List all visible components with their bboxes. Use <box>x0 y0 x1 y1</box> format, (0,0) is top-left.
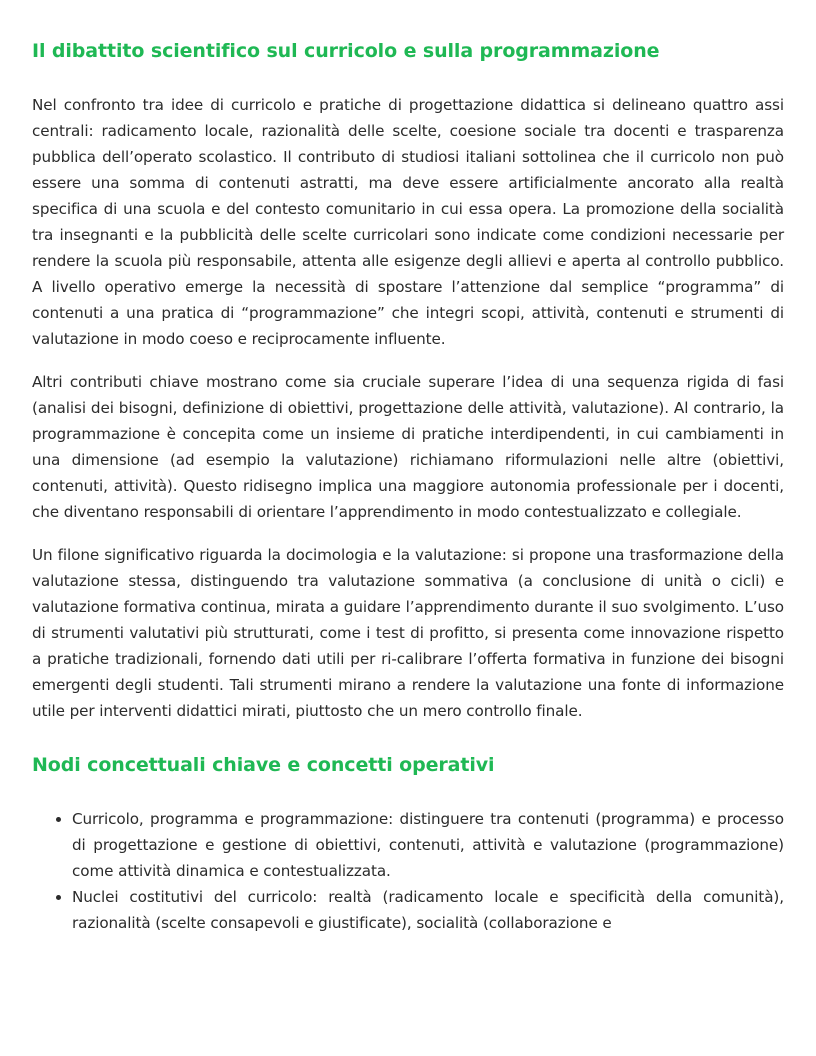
paragraph: Altri contributi chiave mostrano come sia cruciale superare l’idea di una sequenza rigida di fasi (analisi dei bisogni, definizione di obiettivi, progettazione delle attività, valutazione). Al contrario, la programmazione è concepita come un insieme di pratiche interdipendenti, in cui cambiamenti in una dimensione (ad esempio la valutazione) richiamano riformulazioni nelle altre (obiettivi, contenuti, attività). Questo ridisegno implica una maggiore autonomia professionale per i docenti, che diventano responsabili di orientare l’apprendimento in modo contestualizzato e collegiale. <box>32 373 784 521</box>
concept-list <box>32 806 784 936</box>
section-heading: Il dibattito scientifico sul curricolo e sulla programmazione <box>32 40 660 62</box>
paragraph: Un filone significativo riguarda la docimologia e la valutazione: si propone una trasformazione della valutazione stessa, distinguendo tra valutazione sommativa (a conclusione di unità o cicli) e valutazione formativa continua, mirata a guidare l’apprendimento durante il suo svolgimento. L’uso di strumenti valutativi più strutturati, come i test di profitto, si presenta come innovazione rispetto a pratiche tradizionali, fornendo dati utili per ri-calibrare l’offerta formativa in funzione dei bisogni emergenti degli studenti. Tali strumenti mirano a rendere la valutazione una fonte di informazione utile per interventi didattici mirati, piuttosto che un mero controllo finale. <box>32 546 784 720</box>
paragraph: Nel confronto tra idee di curricolo e pratiche di progettazione didattica si delineano quattro assi centrali: radicamento locale, razionalità delle scelte, coesione sociale tra docenti e trasparenza pubblica dell’operato scolastico. Il contributo di studiosi italiani sottolinea che il curricolo non può essere una somma di contenuti astratti, ma deve essere artificialmente ancorato alla realtà specifica di una scuola e del contesto comunitario in cui essa opera. La promozione della socialità tra insegnanti e la pubblicità delle scelte curricolari sono indicate come condizioni necessarie per rendere la scuola più responsabile, attenta alle esigenze degli allievi e aperta al controllo pubblico. A livello operativo emerge la necessità di spostare l’attenzione dal semplice “programma” di contenuti a una pratica di “programmazione” che integri scopi, attività, contenuti e strumenti di valutazione in modo coeso e reciprocamente influente. <box>32 96 784 348</box>
list-item: • Nuclei costitutivi del curricolo: realtà (radicamento locale e specificità della comunità), razionalità (scelte consapevoli e giustificate), socialità (collaborazione e <box>72 884 784 936</box>
document-page <box>32 0 784 936</box>
list-item: • Curricolo, programma e programmazione: distinguere tra contenuti (programma) e processo di progettazione e gestione di obiettivi, contenuti, attività e valutazione (programmazione) come attività dinamica e contestualizzata. <box>72 806 784 884</box>
section-heading: Nodi concettuali chiave e concetti operativi <box>32 754 495 776</box>
